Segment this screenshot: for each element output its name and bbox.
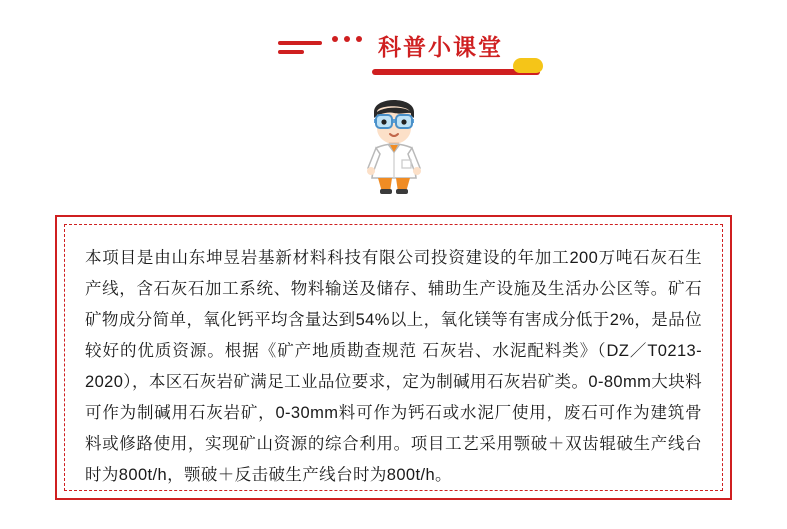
red-bars-decoration-icon (278, 41, 322, 54)
scientist-boy-illustration-icon (346, 86, 442, 194)
three-dots-decoration-icon (332, 36, 362, 42)
banner-header (0, 18, 787, 76)
body-paragraph: 本项目是由山东坤昱岩基新材料科技有限公司投资建设的年加工200万吨石灰石生产线，含石灰石加工系统、物料输送及储存、辅助生产设施及生活办公区等。矿石矿物成分简单，氧化钙平均含量达到54%以上，氧化镁等有害成分低于2%，是品位较好的优质资源。根据《矿产地质勘查规范 石灰岩、水泥配料类》（DZ／T0213-2020），本区石灰岩矿满足工业品位要求，定为制碱用石灰岩矿类。0-80mm大块料可作为制碱用石灰岩矿，0-30mm料可作为钙石或水泥厂使用，废石可作为建筑骨料或修路使用，实现矿山资源的综合利用。项目工艺采用颚破＋双齿辊破生产线台时为800t/h，颚破＋反击破生产线台时为800t/h。 (85, 249, 702, 484)
banner-inner (278, 33, 509, 60)
yellow-blob-decoration-icon (513, 58, 543, 73)
content-card-inner-border (64, 224, 723, 491)
banner-title: 科普小课堂 (378, 33, 503, 60)
content-card (55, 215, 732, 500)
mascot-illustration (0, 86, 787, 196)
banner-title-wrap (372, 33, 509, 60)
